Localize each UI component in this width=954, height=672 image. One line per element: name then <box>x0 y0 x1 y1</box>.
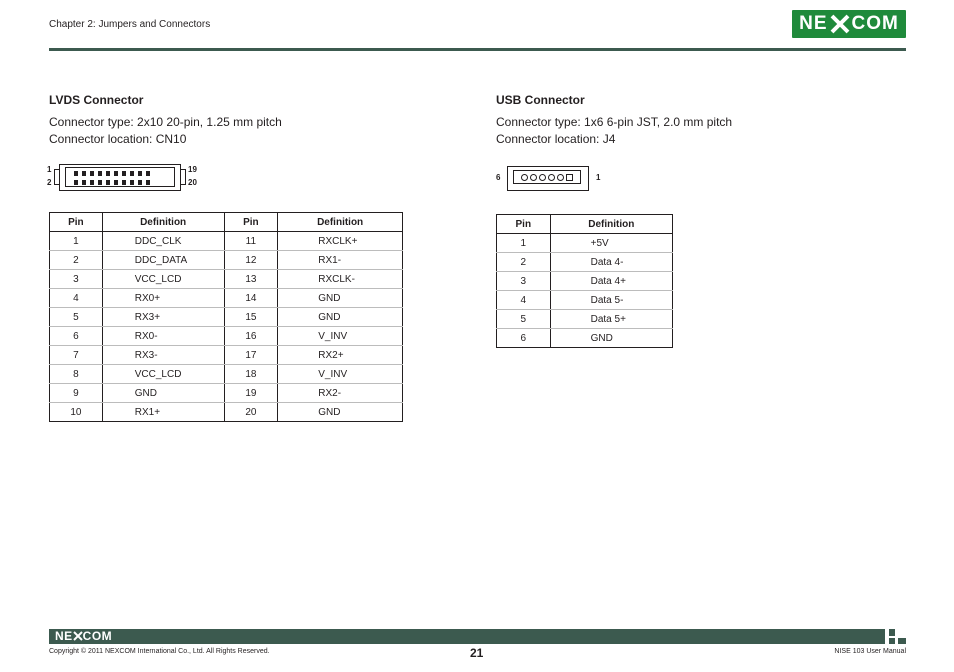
table-row <box>497 253 673 272</box>
column-header: Definition <box>102 213 224 232</box>
table-row <box>50 251 403 270</box>
lvds-pin-label-19: 19 <box>188 165 197 174</box>
lvds-section-title: LVDS Connector <box>49 93 144 107</box>
table-row <box>497 291 673 310</box>
pin-cell: 6 <box>50 327 103 346</box>
pin-cell: 20 <box>224 403 278 422</box>
pin-cell: 17 <box>224 346 278 365</box>
pin-cell: 1 <box>50 232 103 251</box>
definition-cell: Data 5+ <box>550 310 672 329</box>
definition-cell: GND <box>102 384 224 403</box>
table-row <box>497 234 673 253</box>
pin-cell: 8 <box>50 365 103 384</box>
column-header: Pin <box>497 215 551 234</box>
footer-square-icon <box>898 638 906 644</box>
definition-cell: RX3- <box>102 346 224 365</box>
definition-cell: DDC_CLK <box>102 232 224 251</box>
pin-cell: 18 <box>224 365 278 384</box>
column-header: Definition <box>550 215 672 234</box>
table-row <box>497 272 673 291</box>
footer-square-icon <box>889 629 895 636</box>
usb-connector-type: Connector type: 1x6 6-pin JST, 2.0 mm pitch <box>496 115 733 129</box>
pin-cell: 12 <box>224 251 278 270</box>
pin-cell: 6 <box>497 329 551 348</box>
definition-cell: GND <box>278 289 403 308</box>
table-row <box>497 329 673 348</box>
pin-cell: 7 <box>50 346 103 365</box>
definition-cell: GND <box>278 308 403 327</box>
footer-bar <box>49 629 885 644</box>
table-header-row <box>50 213 403 232</box>
definition-cell: RX0- <box>102 327 224 346</box>
logo-text: NE COM <box>799 13 899 34</box>
table-row <box>50 232 403 251</box>
table-row <box>50 403 403 422</box>
definition-cell: VCC_LCD <box>102 270 224 289</box>
page-number: 21 <box>470 646 484 660</box>
manual-name: NISE 103 User Manual <box>834 648 906 655</box>
table-row <box>50 270 403 289</box>
lvds-connector-type: Connector type: 2x10 20-pin, 1.25 mm pitch <box>49 115 282 129</box>
usb-pin-table <box>496 214 673 348</box>
pin-cell: 4 <box>50 289 103 308</box>
definition-cell: RXCLK+ <box>278 232 403 251</box>
pin-cell: 10 <box>50 403 103 422</box>
definition-cell: RX1- <box>278 251 403 270</box>
pin-cell: 5 <box>497 310 551 329</box>
definition-cell: GND <box>550 329 672 348</box>
pin-cell: 11 <box>224 232 278 251</box>
column-header: Pin <box>50 213 103 232</box>
table-row <box>50 308 403 327</box>
table-row <box>50 384 403 403</box>
definition-cell: V_INV <box>278 327 403 346</box>
lvds-pin-table <box>49 212 403 422</box>
definition-cell: RX1+ <box>102 403 224 422</box>
lvds-connector-location: Connector location: CN10 <box>49 132 187 146</box>
pin-cell: 15 <box>224 308 278 327</box>
usb-pin-label-6: 6 <box>496 173 501 182</box>
usb-pin-label-1: 1 <box>596 173 601 182</box>
definition-cell: Data 4+ <box>550 272 672 291</box>
pin-cell: 3 <box>50 270 103 289</box>
lvds-connector-body <box>59 164 181 191</box>
pin-cell: 2 <box>50 251 103 270</box>
pin-cell: 2 <box>497 253 551 272</box>
definition-cell: Data 5- <box>550 291 672 310</box>
usb-section-title: USB Connector <box>496 93 585 107</box>
pin-cell: 13 <box>224 270 278 289</box>
definition-cell: GND <box>278 403 403 422</box>
column-header: Definition <box>278 213 403 232</box>
definition-cell: RX0+ <box>102 289 224 308</box>
pin-cell: 9 <box>50 384 103 403</box>
column-header: Pin <box>224 213 278 232</box>
definition-cell: RX3+ <box>102 308 224 327</box>
definition-cell: VCC_LCD <box>102 365 224 384</box>
lvds-pin-label-20: 20 <box>188 178 197 187</box>
table-header-row <box>497 215 673 234</box>
definition-cell: RX2+ <box>278 346 403 365</box>
usb-connector-pins <box>513 170 581 184</box>
usb-connector-location: Connector location: J4 <box>496 132 616 146</box>
pin-cell: 4 <box>497 291 551 310</box>
definition-cell: V_INV <box>278 365 403 384</box>
definition-cell: DDC_DATA <box>102 251 224 270</box>
table-row <box>50 346 403 365</box>
chapter-title: Chapter 2: Jumpers and Connectors <box>49 19 211 30</box>
definition-cell: RXCLK- <box>278 270 403 289</box>
copyright-text: Copyright © 2011 NEXCOM International Co., Ltd. All Rights Reserved. <box>49 648 270 655</box>
table-row <box>497 310 673 329</box>
lvds-pin-label-1: 1 <box>47 165 52 174</box>
footer-square-icon <box>889 638 895 644</box>
table-row <box>50 365 403 384</box>
pin-cell: 3 <box>497 272 551 291</box>
nexcom-logo <box>792 10 906 38</box>
pin-cell: 1 <box>497 234 551 253</box>
lvds-connector-diagram <box>47 162 207 192</box>
pin-cell: 16 <box>224 327 278 346</box>
pin-cell: 19 <box>224 384 278 403</box>
usb-connector-diagram <box>507 166 589 191</box>
definition-cell: +5V <box>550 234 672 253</box>
table-row <box>50 327 403 346</box>
table-row <box>50 289 403 308</box>
definition-cell: Data 4- <box>550 253 672 272</box>
definition-cell: RX2- <box>278 384 403 403</box>
pin-cell: 5 <box>50 308 103 327</box>
header-rule <box>49 48 906 51</box>
lvds-pin-label-2: 2 <box>47 178 52 187</box>
pin-cell: 14 <box>224 289 278 308</box>
footer-logo: NE COM <box>55 629 113 643</box>
